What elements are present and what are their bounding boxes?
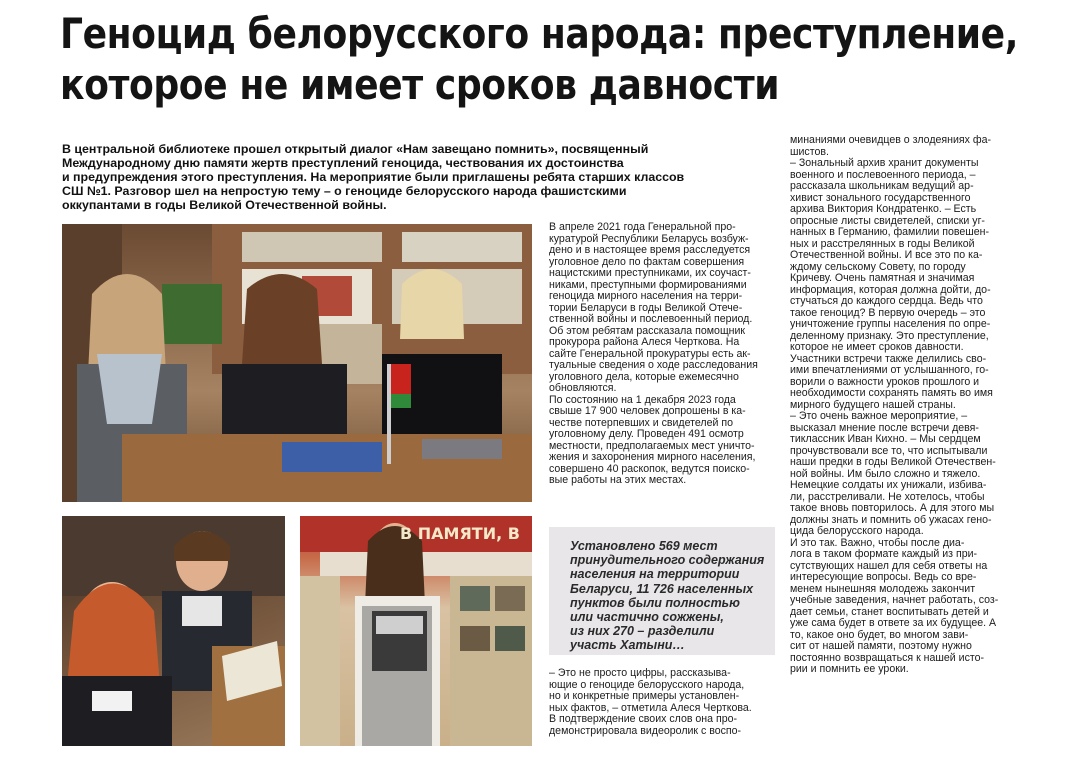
body-line: ной войны. Им было сложно и тяжело.	[790, 467, 981, 480]
body-line: ждому сельскому Совету, по городу	[790, 260, 966, 273]
quote-line: пунктов были полностью	[570, 595, 740, 610]
body-line: наши предки в годы Великой Отечествен-	[790, 456, 996, 468]
body-line: минаниями очевидцев о злодеяниях фа-	[790, 134, 992, 146]
body-line: информация, которая должна дойти, до-	[790, 283, 991, 296]
body-line: Отечественной войны. И все это по ка-	[790, 249, 983, 261]
body-line: – Это очень важное мероприятие, –	[790, 410, 968, 422]
body-line: но и конкретные примеры установлен-	[549, 690, 740, 702]
body-line: ли, расстреливали. Не хотелось, чтобы	[790, 490, 985, 503]
body-line: то, какое оно будет, во многом зави-	[790, 628, 969, 641]
body-line: свыше 17 900 человек допрошены в ка-	[549, 405, 746, 417]
body-line: цида белорусского народа.	[790, 525, 924, 537]
body-line: шистов.	[790, 145, 829, 158]
body-line: вые работы на этих местах.	[549, 474, 687, 486]
body-line: рии и помнить ее уроки.	[790, 663, 909, 675]
body-line: деленному признаку. Это преступление,	[790, 329, 989, 342]
body-line: По состоянию на 1 декабря 2023 года	[549, 393, 736, 406]
body-line: опросные листы свидетелей, списки уг-	[790, 214, 985, 227]
photo-illustration	[62, 224, 532, 502]
body-line: Кричеву. Очень памятная и значимая	[790, 272, 975, 284]
body-line: Немецкие солдаты их унижали, избива-	[790, 479, 987, 491]
body-line: уголовного дела, которые ежемесячно	[549, 370, 739, 383]
body-line: хивист зонального государственного	[790, 191, 971, 204]
body-line: сит от нашей памяти, поэтому нужно	[790, 640, 972, 652]
body-line: уже сама будет в ответе за их будущее. А	[790, 617, 997, 629]
body-line: куратурой Республики Беларусь возбуж-	[549, 232, 749, 245]
quote-line: Беларуси, 11 726 населенных	[570, 581, 754, 596]
body-line: мирного будущего нашей страны.	[790, 398, 956, 411]
body-line: туальные сведения о ходе расследования	[549, 359, 758, 371]
body-line: которое не имеет сроков давности.	[790, 341, 964, 353]
quote-line: населения на территории	[570, 567, 740, 582]
body-line: нацистскими преступниками, их соучаст-	[549, 267, 751, 279]
lead-line: В центральной библиотеке прошел открытый диалог «Нам завещано помнить», посвященный	[62, 142, 649, 156]
body-line: сутствующих нашел для себя ответы на	[790, 559, 988, 572]
quote-line: из них 270 – разделили	[570, 624, 715, 639]
headline-line-1: Геноцид белорусского народа: преступление,	[60, 9, 1019, 58]
body-line: прокурора района Алеся Черткова. На	[549, 336, 740, 348]
body-line: дено и в настоящее время расследуется	[549, 244, 751, 256]
quote-line: Установлено 569 мест	[570, 539, 718, 553]
body-line: демонстрировала видеоролик с воспо-	[549, 724, 742, 737]
body-line: – Это не просто цифры, рассказыва-	[549, 667, 731, 679]
photo-presenter-with-book	[300, 516, 532, 746]
body-line: рассказала школьникам ведущий ар-	[790, 180, 974, 192]
body-line: должны знать и помнить об ужасах гено-	[790, 513, 992, 526]
body-line: такое вновь повторилось. А для этого мы	[790, 502, 995, 514]
body-line: В подтверждение своих слов она про-	[549, 713, 738, 725]
pull-quote	[570, 539, 770, 653]
body-line: постоянно возвращаться к нашей исто-	[790, 651, 985, 664]
body-line: ворили о важности уроков прошлого и	[790, 375, 980, 388]
body-line: архива Виктория Кондратенко. – Есть	[790, 203, 977, 215]
body-line: нанных в Германию, фамилии повешен-	[790, 226, 990, 238]
body-line: геноцида мирного населения на терри-	[549, 290, 743, 302]
body-line: ных фактов, – отметила Алеся Черткова.	[549, 701, 752, 714]
lead-line: СШ №1. Разговор шел на непростую тему – о геноциде белорусского народа фашистскими	[62, 184, 627, 199]
body-line: ственной войны и послевоенный период.	[549, 313, 753, 325]
photo-illustration	[62, 516, 285, 746]
body-line: военного и послевоенного периода, –	[790, 168, 976, 181]
body-line: ных и расстрелянных в годы Великой	[790, 237, 975, 250]
lead-paragraph	[62, 142, 752, 212]
column-middle	[549, 222, 775, 487]
body-line: обновляются.	[549, 382, 617, 394]
body-line: тиклассник Иван Кихно. – Мы сердцем	[790, 433, 981, 445]
body-line: тории Беларуси в годы Великой Отече-	[549, 301, 743, 314]
body-line: лога в таком формате каждый из при-	[790, 548, 978, 560]
body-line: местности, предполагаемых мест уничто-	[549, 439, 755, 452]
body-line: стучаться до каждого сердца. Ведь что	[790, 295, 983, 307]
photo-illustration	[300, 516, 532, 746]
body-line: необходимости сохранять память во имя	[790, 387, 993, 399]
body-line: менем нынешняя молодежь закончит	[790, 582, 976, 595]
body-line: уголовному делу. Проведен 491 осмотр	[549, 428, 744, 440]
body-line: такое геноцид? В первую очередь – это	[790, 306, 986, 319]
lead-line: оккупантами в годы Великой Отечественной войны.	[62, 198, 387, 213]
headline	[60, 8, 1019, 110]
body-line: уничтожение группы населения по опре-	[790, 318, 991, 330]
headline-line-2: которое не имеет сроков давности	[60, 60, 780, 109]
body-line: И это так. Важно, чтобы после диа-	[790, 536, 965, 549]
body-line: жения и захоронения мирного населения,	[549, 451, 756, 463]
lead-line: Международному дню памяти жертв преступлений геноцида, чествования их достоинства	[62, 156, 624, 171]
body-line: Участники встречи также делились сво-	[790, 352, 987, 365]
body-line: совершено 40 раскопок, ведутся поиско-	[549, 462, 750, 475]
body-line: ющие о геноциде белорусского народа,	[549, 678, 745, 691]
body-line: уголовное дело по фактам совершения	[549, 255, 745, 268]
body-line: интересующие вопросы. Ведь со вре-	[790, 571, 977, 583]
photo-students-reading	[62, 516, 285, 746]
quote-line: или частично сожжены,	[570, 610, 724, 625]
photo-women-at-table	[62, 224, 532, 502]
quote-line: принудительного содержания	[570, 553, 765, 568]
body-line: В апреле 2021 года Генеральной про-	[549, 221, 736, 233]
lead-line: и предупреждения этого преступления. На мероприятие были приглашены ребята старших классов	[62, 170, 685, 185]
column-right	[790, 135, 1020, 676]
quote-line: участь Хатыни…	[570, 638, 685, 653]
body-line: – Зональный архив хранит документы	[790, 157, 979, 169]
body-line: никами, преступными формированиями	[549, 278, 747, 291]
column-middle-bottom	[549, 668, 775, 737]
body-line: дает семьи, станет воспитывать детей и	[790, 605, 989, 618]
body-line: высказал мнение после встречи девя-	[790, 421, 979, 434]
body-line: учебные заведения, начнет работать, соз-	[790, 594, 999, 606]
body-line: честве потерпевших и свидетелей по	[549, 416, 733, 429]
body-line: Об этом ребятам рассказала помощник	[549, 324, 746, 337]
body-line: ими впечатлениями от услышанного, го-	[790, 364, 989, 376]
banner-text: В ПАМЯТИ, В	[400, 524, 520, 543]
body-line: сайте Генеральной прокуратуры есть ак-	[549, 347, 751, 360]
body-line: прочувствовали все то, что испытывали	[790, 444, 988, 457]
